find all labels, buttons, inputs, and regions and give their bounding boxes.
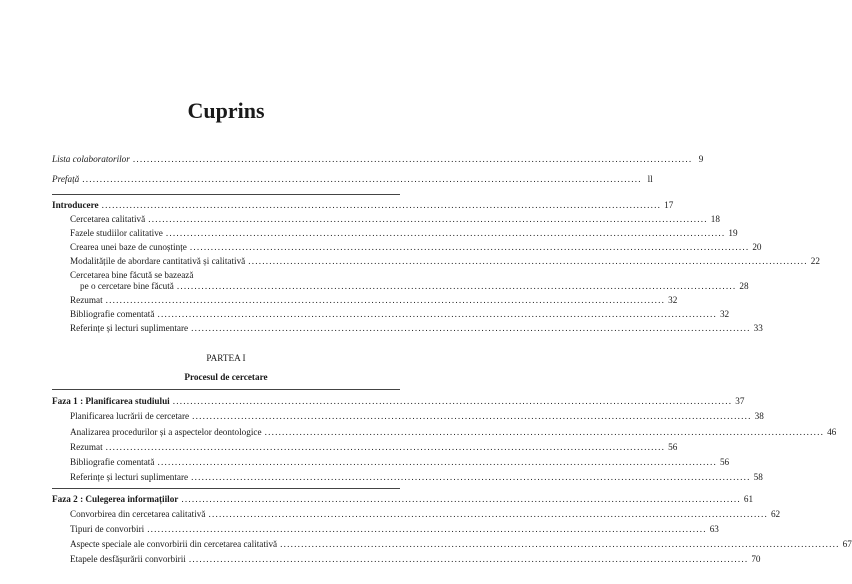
toc-entry-label: Aspecte speciale ale convorbirii din cercetarea calitativă — [70, 539, 278, 549]
toc-page-number: 19 — [728, 228, 738, 238]
toc-entry-label: Tipuri de convorbiri — [70, 524, 145, 534]
toc-entry[interactable] — [70, 472, 763, 483]
toc-entry[interactable] — [70, 295, 678, 306]
toc-heading-faza-1[interactable] — [52, 396, 745, 407]
toc-page-number: ll — [647, 174, 653, 184]
leader-dots: ................................................................................................................................................................ — [132, 154, 693, 164]
toc-page-number: 46 — [827, 427, 837, 437]
leader-dots: ................................................................................................................................................................ — [148, 214, 708, 224]
toc-entry-label: Introducere — [52, 200, 99, 210]
leader-dots: ................................................................................................................................................................ — [208, 509, 768, 519]
leader-dots: ................................................................................................................................................................ — [192, 411, 752, 421]
toc-page-number: 32 — [668, 295, 678, 305]
toc-entry[interactable] — [70, 411, 764, 422]
toc-entry-label: Bibliografie comentată — [70, 457, 155, 467]
toc-entry-label: Cercetarea calitativă — [70, 214, 146, 224]
toc-entry-label: Referințe și lecturi suplimentare — [70, 323, 189, 333]
toc-page-number: 17 — [664, 200, 674, 210]
part-label: PARTEA I — [206, 353, 246, 363]
leader-dots: ................................................................................................................................................................ — [157, 309, 717, 319]
leader-dots: ................................................................................................................................................................ — [188, 554, 749, 564]
toc-page-number: 28 — [739, 281, 749, 291]
toc-entry-label: Crearea unei baze de cunoștințe — [70, 242, 187, 252]
toc-entry[interactable] — [70, 442, 678, 453]
toc-page-number: 63 — [709, 524, 719, 534]
leader-dots: ................................................................................................................................................................ — [248, 256, 808, 266]
toc-entry[interactable] — [70, 524, 719, 535]
toc-entry-label: Etapele desfășurării convorbirii — [70, 554, 186, 564]
toc-entry-label: Lista colaboratorilor — [52, 154, 130, 164]
toc-entry-label: Analizarea procedurilor și a aspectelor deontologice — [70, 427, 262, 437]
toc-page-number: 61 — [743, 494, 754, 504]
leader-dots: ................................................................................................................................................................ — [101, 200, 662, 210]
toc-page-number: 56 — [668, 442, 678, 452]
toc-entry-label: Modalitățile de abordare cantitativă și calitativă — [70, 256, 246, 266]
toc-page-number: 37 — [735, 396, 745, 406]
toc-page-number: 62 — [770, 509, 781, 519]
leader-dots: ................................................................................................................................................................ — [105, 295, 666, 305]
toc-entry[interactable] — [70, 554, 761, 565]
toc-page-number: 33 — [753, 323, 763, 333]
toc-page-number: 32 — [719, 309, 730, 319]
toc-entry-label: Referințe și lecturi suplimentare — [70, 472, 189, 482]
toc-entry[interactable] — [70, 309, 730, 320]
toc-entry-preface[interactable] — [52, 174, 653, 185]
toc-page-number: 58 — [753, 472, 763, 482]
leader-dots: ................................................................................................................................................................ — [176, 281, 737, 291]
page-title: Cuprins — [187, 98, 265, 123]
toc-entry[interactable] — [70, 509, 781, 520]
divider — [52, 194, 400, 195]
leader-dots: ................................................................................................................................................................ — [191, 472, 751, 482]
leader-dots: ................................................................................................................................................................ — [280, 539, 840, 549]
part-title: Procesul de cercetare — [184, 372, 268, 382]
toc-entry-label: Prefață — [52, 174, 80, 184]
toc-entry[interactable] — [70, 214, 720, 225]
toc-entry-label: Fazele studiilor calitative — [70, 228, 163, 238]
leader-dots: ................................................................................................................................................................ — [181, 494, 741, 504]
toc-entry-label: Bibliografie comentată — [70, 309, 155, 319]
toc-page-number: 9 — [698, 154, 704, 164]
toc-entry-label: Rezumat — [70, 295, 103, 305]
toc-heading-introducere[interactable] — [52, 200, 674, 211]
leader-dots: ................................................................................................................................................................ — [189, 242, 750, 252]
leader-dots: ................................................................................................................................................................ — [105, 442, 666, 452]
toc-entry-contributors[interactable] — [52, 154, 704, 165]
leader-dots: ................................................................................................................................................................ — [264, 427, 825, 437]
toc-entry[interactable] — [70, 242, 762, 253]
toc-entry-label-line1: Cercetarea bine făcută se bazează — [70, 270, 194, 280]
toc-page-number: 20 — [752, 242, 762, 252]
divider — [52, 389, 400, 390]
divider — [52, 488, 400, 489]
leader-dots: ................................................................................................................................................................ — [165, 228, 726, 238]
toc-entry-label: Rezumat — [70, 442, 103, 452]
leader-dots: ................................................................................................................................................................ — [82, 174, 642, 184]
leader-dots: ................................................................................................................................................................ — [172, 396, 733, 406]
toc-page-number: 56 — [719, 457, 730, 467]
toc-entry[interactable] — [70, 228, 738, 239]
leader-dots: ................................................................................................................................................................ — [157, 457, 717, 467]
toc-page-number: 38 — [754, 411, 764, 421]
toc-page-number: 67 — [842, 539, 852, 549]
leader-dots: ................................................................................................................................................................ — [191, 323, 751, 333]
toc-entry-label: pe o cercetare bine făcută — [80, 281, 174, 291]
toc-entry[interactable] — [70, 323, 763, 334]
toc-heading-faza-2[interactable] — [52, 494, 754, 505]
leader-dots: ................................................................................................................................................................ — [147, 524, 707, 534]
toc-entry[interactable] — [70, 539, 852, 550]
toc-entry-label: Convorbirea din cercetarea calitativă — [70, 509, 206, 519]
toc-entry-label: Faza 2 : Culegerea informațiilor — [52, 494, 179, 504]
toc-page-number: 70 — [751, 554, 761, 564]
toc-entry-label: Planificarea lucrării de cercetare — [70, 411, 190, 421]
toc-page-number: 18 — [710, 214, 720, 224]
toc-entry[interactable] — [80, 281, 749, 292]
toc-entry-label: Faza 1 : Planificarea studiului — [52, 396, 170, 406]
toc-entry[interactable] — [70, 256, 820, 267]
toc-entry[interactable] — [70, 427, 837, 438]
toc-page-number: 22 — [810, 256, 820, 266]
toc-entry[interactable] — [70, 457, 730, 468]
